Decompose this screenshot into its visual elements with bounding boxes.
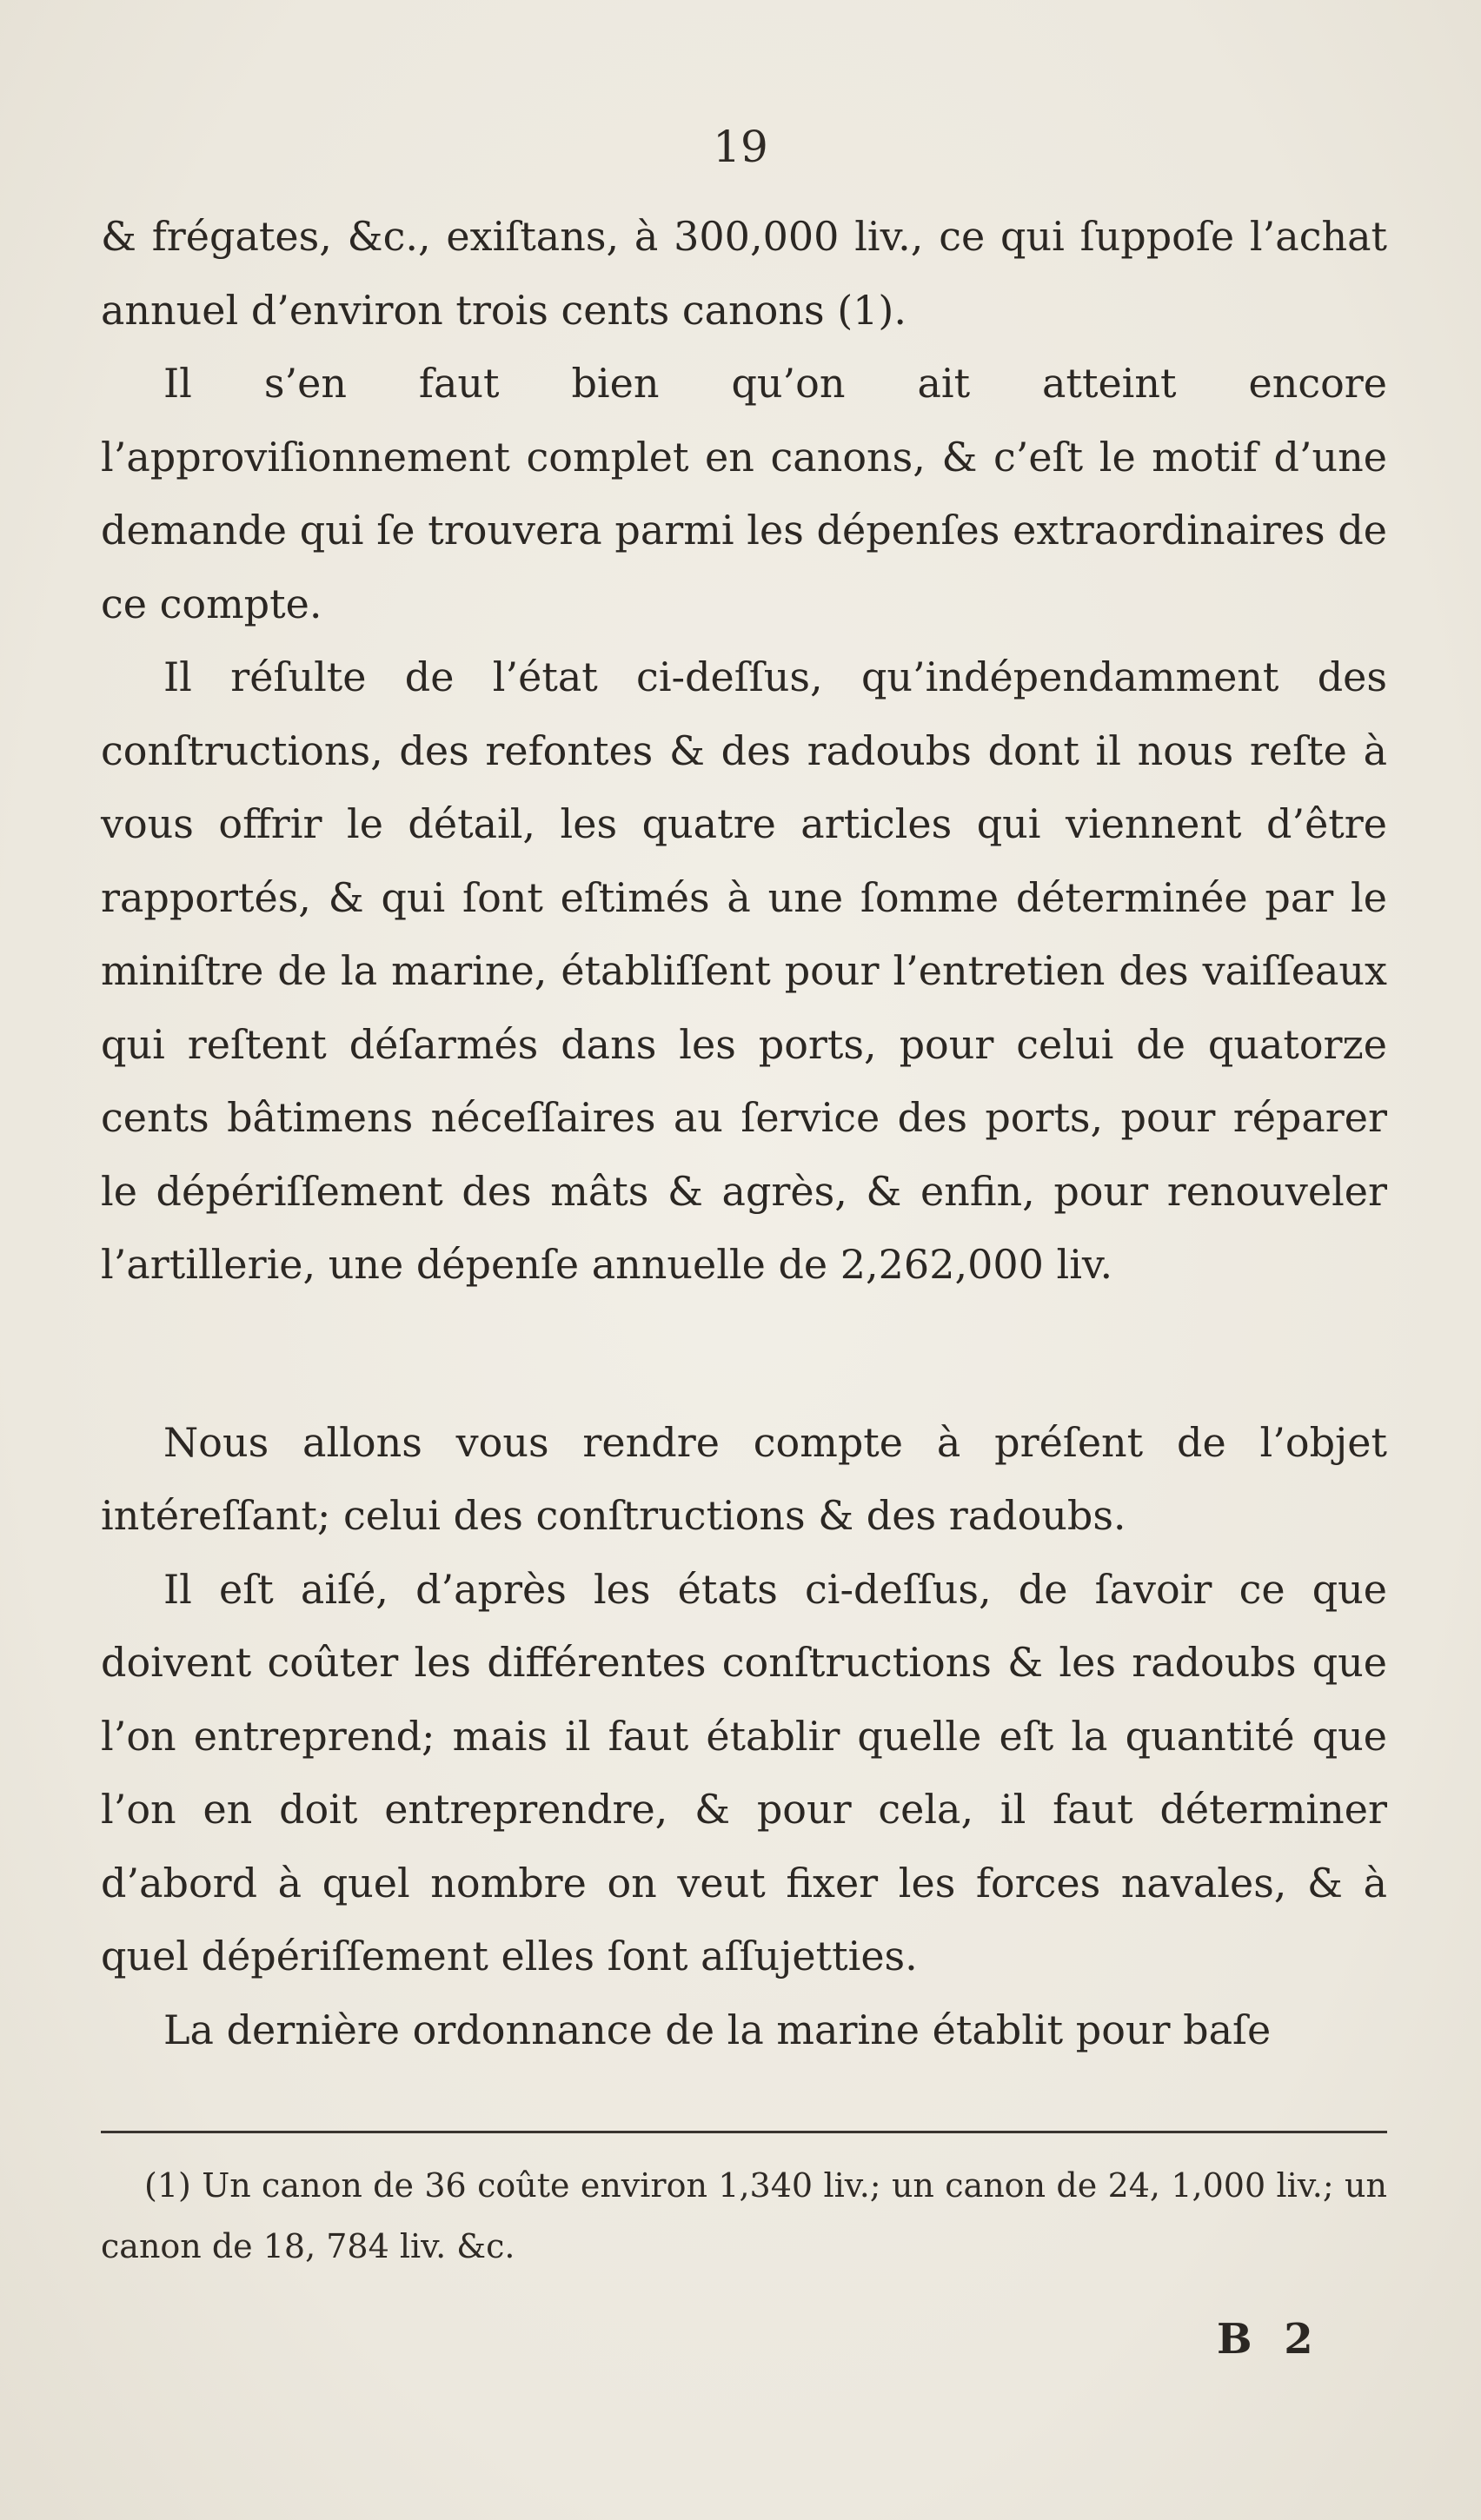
paragraph-3: Il réſulte de l’état ci-deſſus, qu’indépendamment des conſtructions, des refontes & des radoubs dont il nous reſte à vous offrir le détail, les quatre articles qui viennent d’être rapportés, & qui ſont eſtimés à une ſomme déterminée par le miniſtre de la marine, établiſſent pour l’entretien des vaiſſeaux qui reſtent déſarmés dans les ports, pour celui de quatorze cents bâtimens néceſſaires au ſervice des ports, pour réparer le dépériſſement des mâts & agrès, & enfin, pour renouveler l’artillerie, une dépenſe annuelle de 2,262,000 liv. xyxy=(101,653,1387,1288)
footnote-divider xyxy=(101,2131,1387,2133)
section-gap xyxy=(101,1302,1387,1406)
paragraph-1: & frégates, &c., exiſtans, à 300,000 liv., ce qui ſuppoſe l’achat annuel d’environ trois cents canons (1). xyxy=(101,213,1387,334)
page-number: 19 xyxy=(713,122,768,172)
body-text xyxy=(101,200,1387,2066)
paragraph-2: Il s’en faut bien qu’on ait atteint encore l’approviſionnement complet en canons, & c’eſt le motif d’une demande qui ſe trouvera parmi les dépenſes extraordinaires de ce compte. xyxy=(101,360,1387,627)
paragraph-4: Nous allons vous rendre compte à préſent de l’objet intéreſſant; celui des conſtructions & des radoubs. xyxy=(101,1418,1387,1539)
paragraph-5: Il eſt aiſé, d’après les états ci-deſſus, de ſavoir ce que doivent coûter les différentes conſtructions & les radoubs que l’on entreprend; mais il faut établir quelle eſt la quantité que l’on en doit entreprendre, & pour cela, il faut déterminer d’abord à quel nombre on veut fixer les forces navales, & à quel dépériſſement elles ſont aſſujetties. xyxy=(101,1565,1387,1980)
footnote: (1) Un canon de 36 coûte environ 1,340 liv.; un canon de 24, 1,000 liv.; un canon de 18, 784 liv. &c. xyxy=(101,2166,1387,2265)
signature-mark: B 2 xyxy=(1217,2315,1322,2364)
paragraph-6: La dernière ordonnance de la marine établit pour baſe xyxy=(163,2006,1272,2053)
